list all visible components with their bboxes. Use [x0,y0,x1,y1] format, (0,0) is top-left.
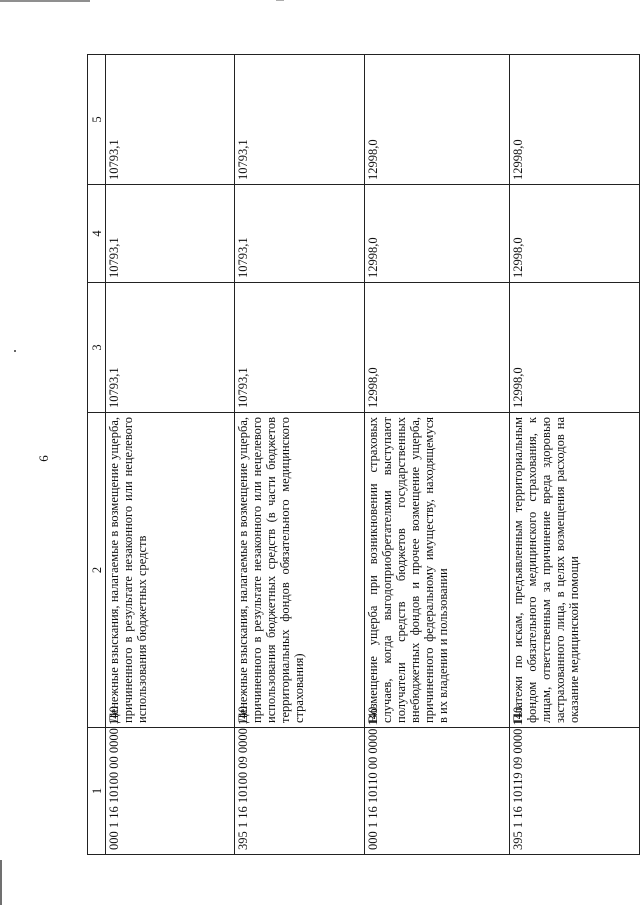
budget-code-cell: 395 1 16 10119 09 0000 140 [510,728,640,855]
description-cell: Денежные взыскания, налагаемые в возмещение ущерба, причиненного в результате незаконного или нецелевого использования бюджетных средств [106,413,235,728]
column-header: 1 [88,728,106,855]
column-header: 5 [88,55,106,185]
scan-edge-mark [276,0,284,1]
amount-cell: 10793,1 [235,283,365,413]
table-row [235,55,365,855]
amount-cell: 12998,0 [510,283,640,413]
amount-cell: 12998,0 [510,55,640,185]
amount-cell: 10793,1 [106,55,235,185]
column-header: 3 [88,283,106,413]
description-cell: Платежи по искам, предъявленным территориальным фондом обязательного медицинского страхования, к лицам, ответственным за причинение вреда здоровью застрахованного лица, в целях возмещения расходов на оказание медицинской помощи [510,413,640,728]
budget-revenue-table [87,54,640,855]
amount-cell: 12998,0 [510,185,640,283]
description-cell: Возмещение ущерба при возникновении страховых случаев, когда выгодоприобретателями выступают получатели средств бюджетов государственных внебюджетных фондов и прочее возмещение ущерба, причиненного федеральному имуществу, находящемуся в их владении и пользовании [365,413,510,728]
table-row [510,55,640,855]
column-header: 4 [88,185,106,283]
scan-edge-mark [0,860,2,905]
budget-code-cell: 395 1 16 10100 09 0000 140 [235,728,365,855]
table-header-row [88,55,106,855]
amount-cell: 12998,0 [365,185,510,283]
scan-edge-mark [0,0,90,2]
budget-code-cell: 000 1 16 10100 00 0000 140 [106,728,235,855]
amount-cell: 12998,0 [365,283,510,413]
scan-speck [14,350,16,352]
amount-cell: 12998,0 [365,55,510,185]
table-row [106,55,235,855]
budget-code-cell: 000 1 16 10110 00 0000 140 [365,728,510,855]
amount-cell: 10793,1 [235,55,365,185]
rotated-table-container [87,55,581,855]
table-row [365,55,510,855]
amount-cell: 10793,1 [106,185,235,283]
amount-cell: 10793,1 [235,185,365,283]
description-cell: Денежные взыскания, налагаемые в возмещение ущерба, причиненного в результате незаконного или нецелевого использования бюджетных средств (в части бюджетов территориальных фондов обязательного медицинского страхования) [235,413,365,728]
column-header: 2 [88,413,106,728]
amount-cell: 10793,1 [106,283,235,413]
page-number: 6 [35,455,51,462]
